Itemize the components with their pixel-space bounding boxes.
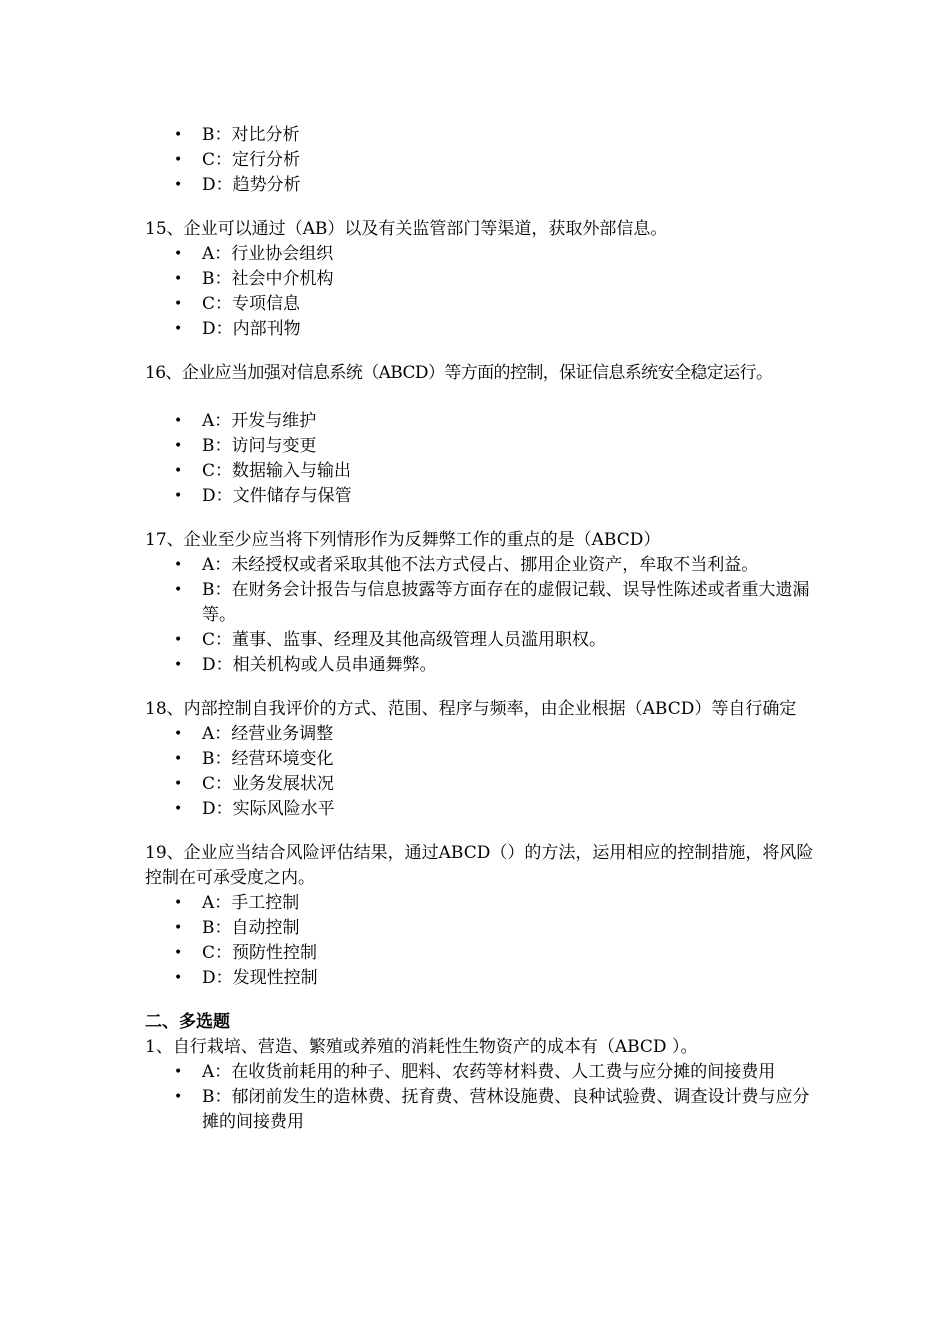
bullet-icon: •: [174, 920, 183, 936]
bullet-icon: •: [174, 488, 183, 504]
multi-question-1: 1、自行栽培、营造、繁殖或养殖的消耗性生物资产的成本有（ABCD ）。: [145, 1037, 698, 1057]
option-item: • A：行业协会组织: [145, 242, 815, 267]
bullet-icon: •: [174, 970, 183, 986]
option-list-q15: [145, 242, 815, 342]
bullet-icon: •: [174, 321, 183, 337]
option-item: • A：在收货前耗用的种子、肥料、农药等材料费、人工费与应分摊的间接费用: [145, 1060, 815, 1085]
bullet-icon: •: [174, 582, 183, 598]
bullet-icon: •: [174, 945, 183, 961]
option-list-mq1: [145, 1060, 815, 1135]
option-item: • C：数据输入与输出: [145, 459, 815, 484]
option-list-q17: [145, 553, 815, 678]
option-item: • B：访问与变更: [145, 434, 815, 459]
option-item: • C：业务发展状况: [145, 772, 815, 797]
bullet-icon: •: [174, 895, 183, 911]
bullet-icon: •: [174, 751, 183, 767]
section-heading: 二、多选题: [145, 1012, 230, 1032]
option-item: • D：文件储存与保管: [145, 484, 815, 509]
option-item: • B：自动控制: [145, 916, 815, 941]
bullet-icon: •: [174, 413, 183, 429]
option-item: • D：内部刊物: [145, 317, 815, 342]
question-17: 17、企业至少应当将下列情形作为反舞弊工作的重点的是（ABCD）: [145, 530, 661, 550]
bullet-icon: •: [174, 776, 183, 792]
option-item: • A：经营业务调整: [145, 722, 815, 747]
bullet-icon: •: [174, 801, 183, 817]
option-item: • D：实际风险水平: [145, 797, 815, 822]
option-item: • C：专项信息: [145, 292, 815, 317]
option-item: • D：相关机构或人员串通舞弊。: [145, 653, 815, 678]
bullet-icon: •: [174, 127, 183, 143]
option-item: • A：手工控制: [145, 891, 815, 916]
bullet-icon: •: [174, 152, 183, 168]
bullet-icon: •: [174, 296, 183, 312]
bullet-icon: •: [174, 246, 183, 262]
option-item: • C：定行分析: [145, 148, 815, 173]
question-15: 15、企业可以通过（AB）以及有关监管部门等渠道，获取外部信息。: [145, 219, 668, 239]
bullet-icon: •: [174, 557, 183, 573]
bullet-icon: •: [174, 632, 183, 648]
question-19: 19、企业应当结合风险评估结果，通过ABCD（）的方法，运用相应的控制措施，将风险控制在可承受度之内。: [145, 843, 814, 888]
bullet-icon: •: [174, 1064, 183, 1080]
option-list-q16: [145, 409, 815, 509]
question-18: 18、内部控制自我评价的方式、范围、程序与频率，由企业根据（ABCD）等自行确定: [145, 699, 797, 719]
option-item: • B：在财务会计报告与信息披露等方面存在的虚假记载、误导性陈述或者重大遗漏等。: [174, 580, 810, 625]
option-item: • B：经营环境变化: [145, 747, 815, 772]
option-item: • A：未经授权或者采取其他不法方式侵占、挪用企业资产，牟取不当利益。: [145, 553, 815, 578]
bullet-icon: •: [174, 1089, 183, 1105]
option-list-q14: [145, 123, 815, 198]
bullet-icon: •: [174, 177, 183, 193]
option-item: • B：对比分析: [145, 123, 815, 148]
option-item: • B：社会中介机构: [145, 267, 815, 292]
document-content: [145, 123, 815, 1135]
option-item: • C：董事、监事、经理及其他高级管理人员滥用职权。: [145, 628, 815, 653]
option-item: • D：发现性控制: [145, 966, 815, 991]
option-list-q18: [145, 722, 815, 822]
option-list-q19: [145, 891, 815, 991]
option-item: • C：预防性控制: [145, 941, 815, 966]
bullet-icon: •: [174, 271, 183, 287]
question-16: 16、企业应当加强对信息系统（ABCD）等方面的控制，保证信息系统安全稳定运行。: [145, 363, 773, 383]
bullet-icon: •: [174, 657, 183, 673]
option-item: • B：郁闭前发生的造林费、抚育费、营林设施费、良种试验费、调查设计费与应分摊的间接费用: [174, 1087, 810, 1132]
option-item: • A：开发与维护: [145, 409, 815, 434]
bullet-icon: •: [174, 726, 183, 742]
bullet-icon: •: [174, 438, 183, 454]
bullet-icon: •: [174, 463, 183, 479]
option-item: • D：趋势分析: [145, 173, 815, 198]
